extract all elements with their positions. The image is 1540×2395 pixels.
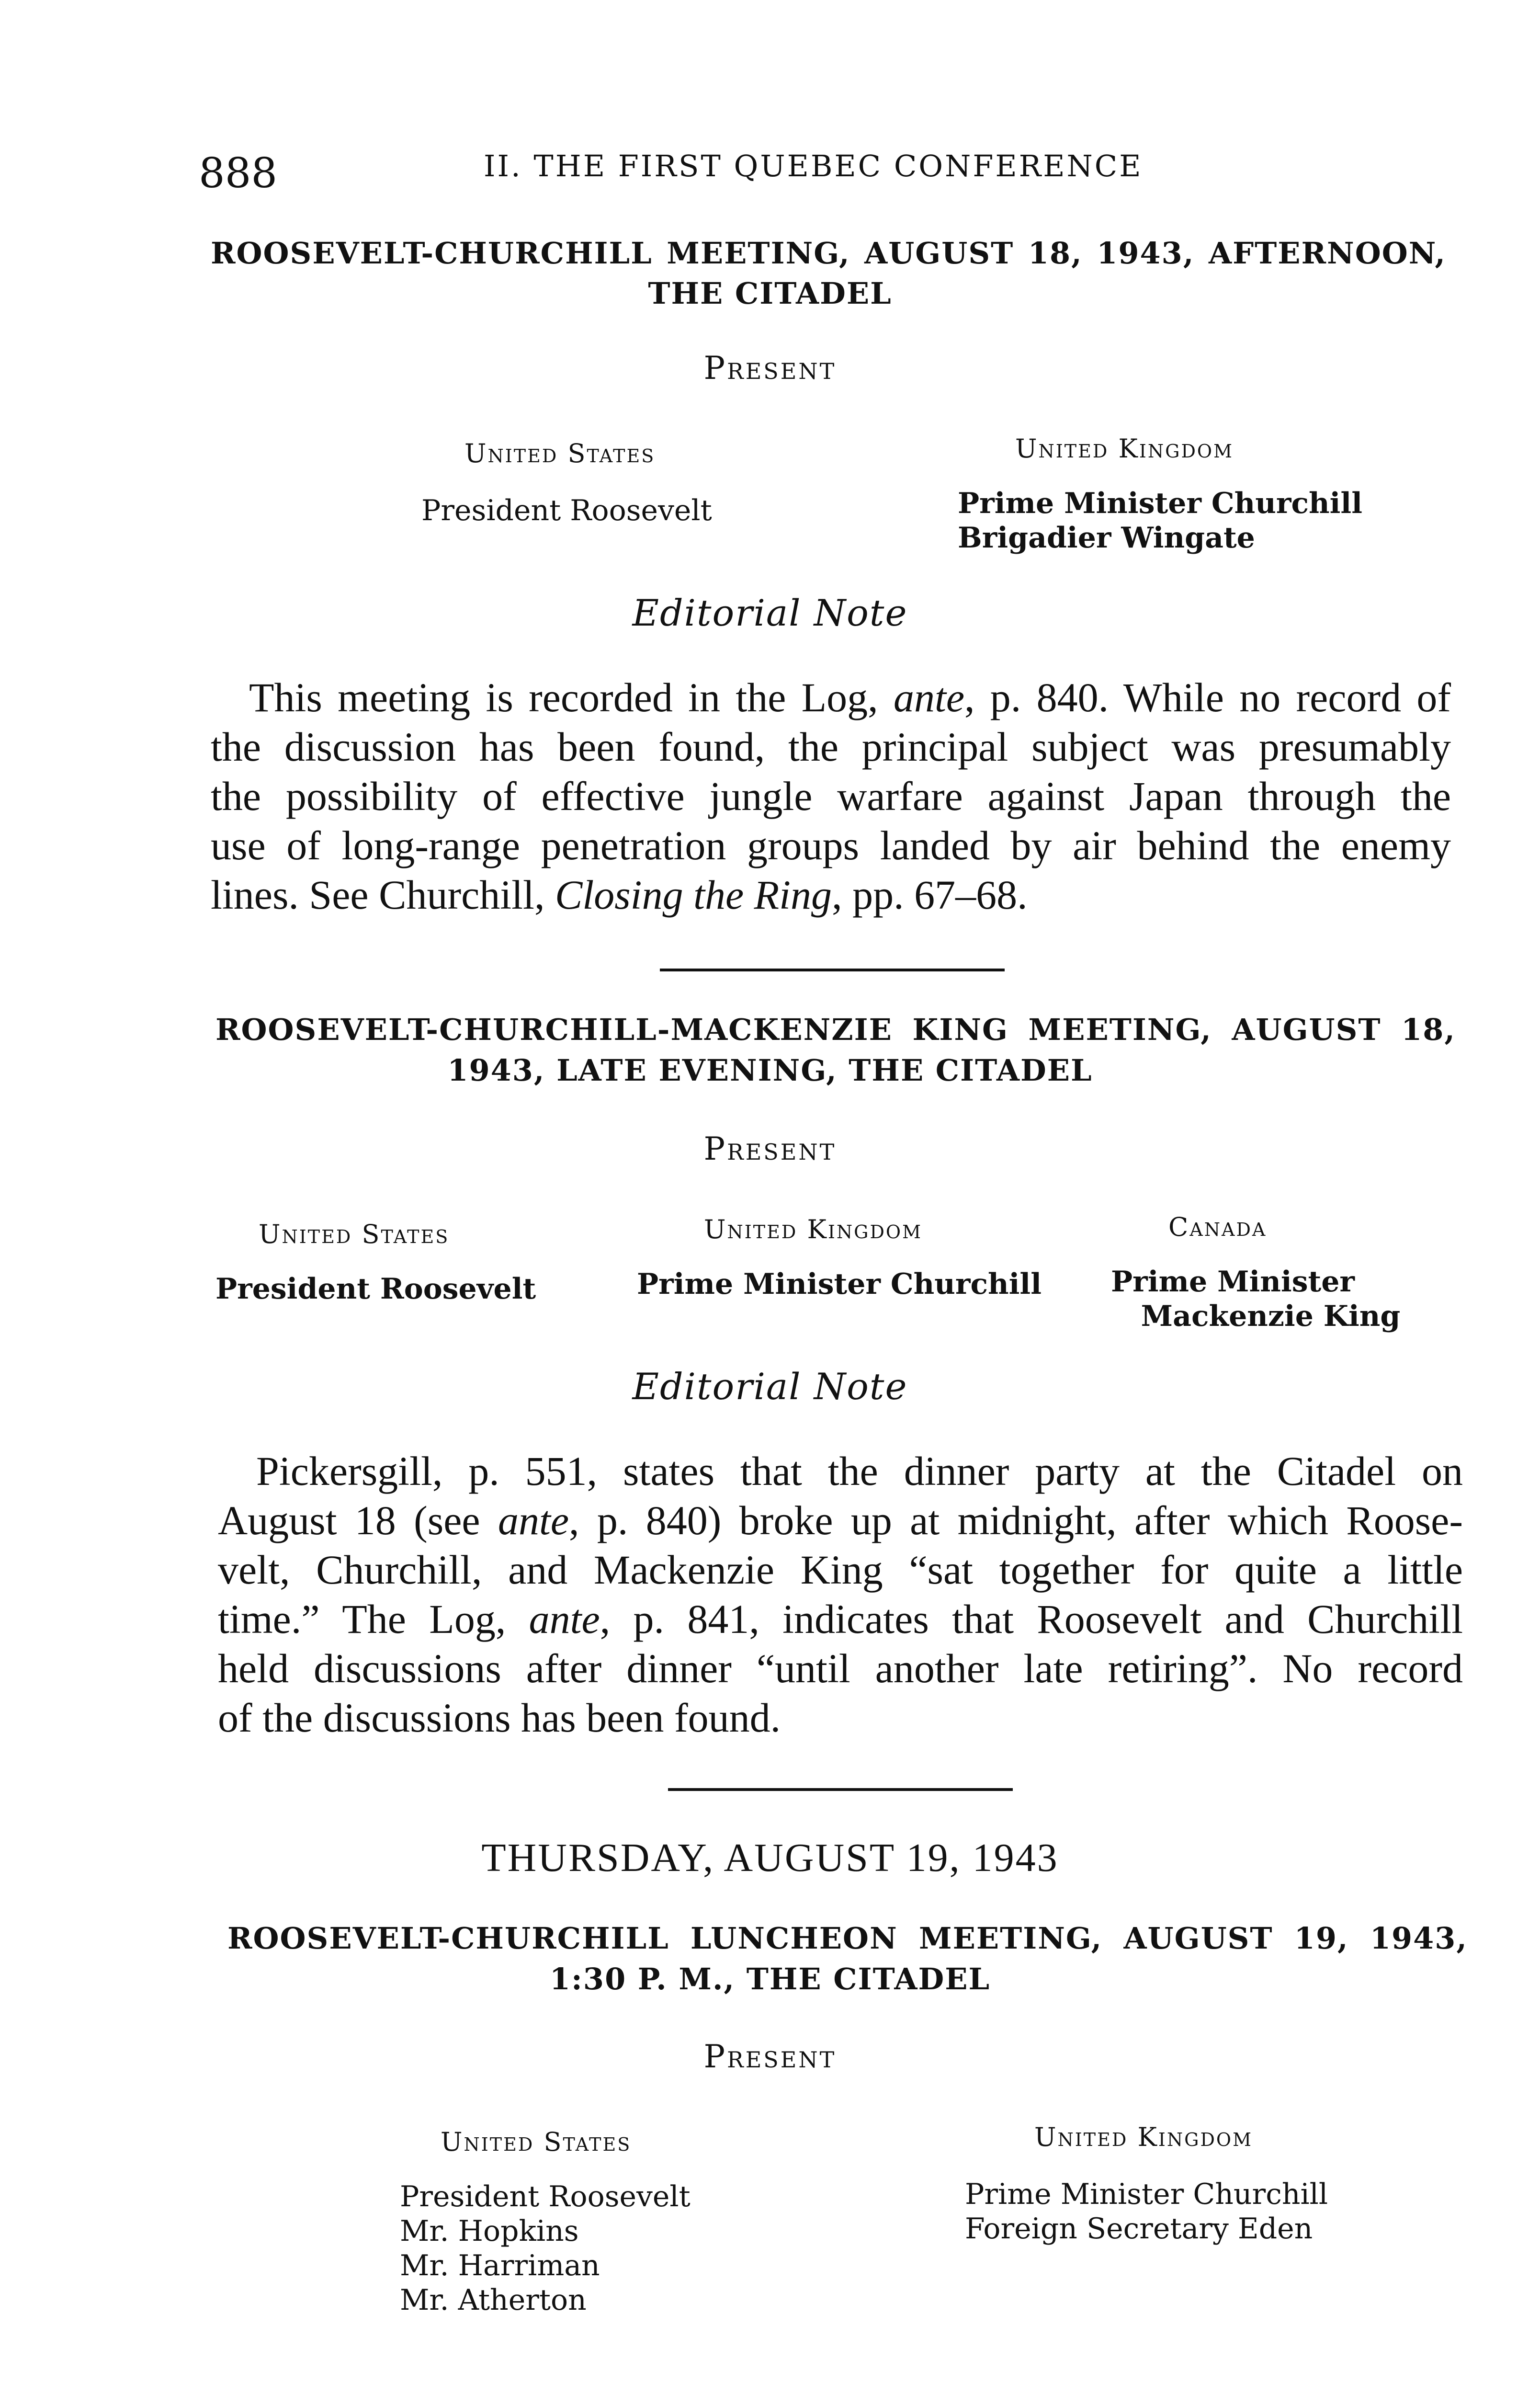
col-head-canada-2: Canada: [1168, 1212, 1267, 1242]
attendees-uk-3: Prime Minister Churchill Foreign Secretary Eden: [965, 2178, 1328, 2246]
present-heading-3: Present: [703, 2038, 837, 2075]
editorial-note-text-1: This meeting is recorded in the Log, ante, p. 840. While no record of the discussion has been found, the principal subject was presumably the possibility of effective jungle warfare against Japan through the use of long-range penetration groups landed by air behind the enemy lines. See Churchill, Closing the Ring, pp. 67–68.: [211, 674, 1451, 918]
attendees-uk-1: Prime Minister Churchill Brigadier Wingate: [958, 487, 1363, 555]
editorial-note-text-2: Pickersgill, p. 551, states that the dinner party at the Citadel on August 18 (see ante, p. 840) broke up at midnight, after which Roose- velt, Churchill, and Mackenzie King “sat together for quite a little time.” The Log, ante, p. 841, indicates that Roosevelt and Churchill held discussions after dinner “until another late retiring”. No record of the discussions has been found.: [218, 1448, 1463, 1741]
meeting-title-2-line2: 1943, LATE EVENING, THE CITADEL: [447, 1053, 1093, 1088]
attendees-us-3: President Roosevelt Mr. Hopkins Mr. Harriman Mr. Atherton: [400, 2180, 691, 2317]
editorial-note-title-1: Editorial Note: [632, 592, 908, 634]
day-heading: THURSDAY, AUGUST 19, 1943: [481, 1836, 1059, 1880]
col-head-uk-3: United Kingdom: [1034, 2122, 1253, 2152]
section-divider-2: [668, 1788, 1013, 1791]
attendees-canada-2: Prime Minister Mackenzie King: [1111, 1265, 1401, 1333]
col-head-us-1: United States: [464, 438, 656, 468]
col-head-us-3: United States: [441, 2127, 632, 2157]
editorial-note-title-2: Editorial Note: [632, 1365, 908, 1408]
page-number: 888: [199, 149, 278, 197]
meeting-title-1-line1: ROOSEVELT-CHURCHILL MEETING, AUGUST 18, 1943, AFTERNOON,: [211, 236, 1446, 271]
present-heading-1: Present: [703, 350, 837, 387]
meeting-title-2-line1: ROOSEVELT-CHURCHILL-MACKENZIE KING MEETING, AUGUST 18,: [215, 1012, 1456, 1047]
attendees-us-2: President Roosevelt: [215, 1272, 536, 1306]
section-divider-1: [660, 969, 1005, 971]
meeting-title-3-line1: ROOSEVELT-CHURCHILL LUNCHEON MEETING, AUGUST 19, 1943,: [227, 1921, 1468, 1956]
col-head-us-2: United States: [259, 1219, 450, 1249]
col-head-uk-1: United Kingdom: [1015, 433, 1234, 464]
running-title: II. THE FIRST QUEBEC CONFERENCE: [484, 148, 1143, 183]
present-heading-2: Present: [703, 1130, 837, 1167]
meeting-title-1-line2: THE CITADEL: [648, 276, 892, 311]
meeting-title-3-line2: 1:30 P. M., THE CITADEL: [549, 1962, 991, 1996]
attendees-uk-2: Prime Minister Churchill: [637, 1267, 1042, 1301]
col-head-uk-2: United Kingdom: [704, 1214, 922, 1244]
attendees-us-1: President Roosevelt: [421, 494, 712, 527]
